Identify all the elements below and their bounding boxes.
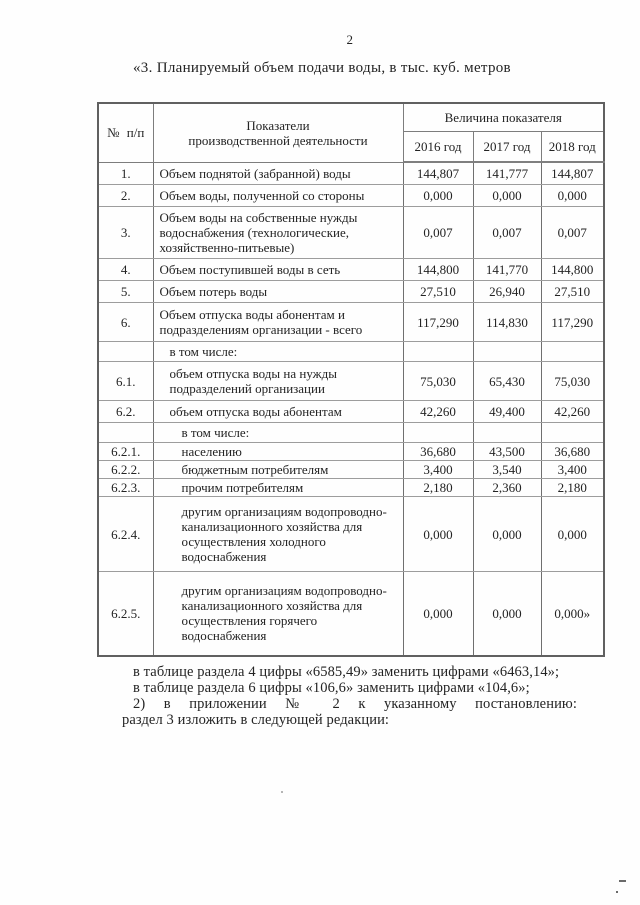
table-row [98,479,604,497]
row-value-2018: 144,807 [541,162,604,185]
table-body [98,162,604,656]
scan-artifact-speck [281,791,283,793]
row-value-2018: 117,290 [541,303,604,342]
row-value-2017: 26,940 [473,281,541,303]
row-label: населению [153,443,403,461]
header-indicators-line2: производственной деятельности [188,132,368,148]
scan-artifact-speck [616,891,618,893]
row-label: другим организациям водопроводно-канализационного хозяйства для осуществления холодного водоснабжения [153,497,403,572]
row-value-2017 [473,423,541,443]
row-label: Объем воды на собственные нужды водоснабжения (технологические, хозяйственно-питьевые) [153,207,403,259]
row-label: в том числе: [153,342,403,362]
table-row [98,342,604,362]
row-value-2016: 0,007 [403,207,473,259]
row-number: 5. [98,281,153,303]
row-value-2018: 0,000 [541,185,604,207]
row-number: 3. [98,207,153,259]
table-row [98,303,604,342]
row-label: Объем отпуска воды абонентам и подразделениям организации - всего [153,303,403,342]
row-value-2016: 42,260 [403,401,473,423]
table-row [98,401,604,423]
row-number: 6.1. [98,362,153,401]
table-row [98,423,604,443]
amendment-paragraphs [122,664,577,728]
row-value-2018: 144,800 [541,259,604,281]
header-cell-indicators [153,103,403,162]
table-row [98,443,604,461]
row-number: 6. [98,303,153,342]
row-value-2016 [403,423,473,443]
row-number: 1. [98,162,153,185]
row-value-2018 [541,423,604,443]
row-label: в том числе: [153,423,403,443]
row-value-2017: 141,777 [473,162,541,185]
row-label: прочим потребителям [153,479,403,497]
row-label: бюджетным потребителям [153,461,403,479]
row-value-2016: 36,680 [403,443,473,461]
table-row [98,259,604,281]
row-value-2018 [541,342,604,362]
row-number [98,423,153,443]
row-value-2016: 0,000 [403,572,473,657]
row-value-2018: 0,000 [541,497,604,572]
header-indicators-line1: Показатели [246,117,310,133]
row-value-2018: 2,180 [541,479,604,497]
header-cell-value-group: Величина показателя [403,103,604,131]
row-value-2018: 36,680 [541,443,604,461]
row-value-2017: 49,400 [473,401,541,423]
row-value-2016 [403,342,473,362]
row-value-2016: 144,807 [403,162,473,185]
row-value-2016: 27,510 [403,281,473,303]
row-value-2017: 65,430 [473,362,541,401]
row-number [98,342,153,362]
row-number: 6.2.1. [98,443,153,461]
table-row [98,207,604,259]
row-value-2017: 2,360 [473,479,541,497]
amendment-line-2: в таблице раздела 6 цифры «106,6» заменить цифрами «104,6»; [133,680,530,696]
row-label: Объем потерь воды [153,281,403,303]
table-row [98,281,604,303]
row-value-2016: 117,290 [403,303,473,342]
row-value-2018: 0,007 [541,207,604,259]
row-number: 6.2.4. [98,497,153,572]
table-row [98,362,604,401]
row-value-2018: 27,510 [541,281,604,303]
table-row [98,497,604,572]
row-value-2018: 75,030 [541,362,604,401]
header-cell-row-number: № п/п [98,103,153,162]
row-value-2016: 75,030 [403,362,473,401]
row-value-2017: 0,000 [473,185,541,207]
row-label: объем отпуска воды на нужды подразделений организации [153,362,403,401]
row-value-2018: 3,400 [541,461,604,479]
row-value-2016: 144,800 [403,259,473,281]
amendment-line-4: раздел 3 изложить в следующей редакции: [122,712,390,728]
page-content [97,32,603,728]
table-row [98,162,604,185]
row-value-2017: 0,000 [473,497,541,572]
row-value-2017: 114,830 [473,303,541,342]
row-value-2016: 0,000 [403,497,473,572]
row-value-2017: 141,770 [473,259,541,281]
row-number: 4. [98,259,153,281]
row-value-2018: 0,000» [541,572,604,657]
header-cell-year-2018: 2018 год [541,131,604,162]
table-row [98,185,604,207]
row-value-2017: 43,500 [473,443,541,461]
header-cell-year-2016: 2016 год [403,131,473,162]
row-number: 6.2. [98,401,153,423]
row-number: 6.2.5. [98,572,153,657]
water-supply-table [97,102,605,657]
row-value-2017 [473,342,541,362]
row-value-2016: 0,000 [403,185,473,207]
amendment-line-1: в таблице раздела 4 цифры «6585,49» заменить цифрами «6463,14»; [133,664,560,680]
row-value-2017: 0,007 [473,207,541,259]
row-label: другим организациям водопроводно-канализационного хозяйства для осуществления горячего водоснабжения [153,572,403,657]
document-title: «3. Планируемый объем подачи воды, в тыс. куб. метров [133,60,511,76]
table-header [98,103,604,162]
row-value-2017: 3,540 [473,461,541,479]
row-label: Объем поднятой (забранной) воды [153,162,403,185]
row-number: 2. [98,185,153,207]
header-cell-year-2017: 2017 год [473,131,541,162]
row-value-2016: 3,400 [403,461,473,479]
row-number: 6.2.2. [98,461,153,479]
row-label: Объем поступившей воды в сеть [153,259,403,281]
table-header-row-1 [98,103,604,131]
page-number: 2 [346,32,354,47]
row-label: объем отпуска воды абонентам [153,401,403,423]
row-value-2017: 0,000 [473,572,541,657]
row-value-2016: 2,180 [403,479,473,497]
table-row [98,572,604,657]
amendment-line-3: 2) в приложении № 2 к указанному постановлению: [133,696,577,712]
row-value-2018: 42,260 [541,401,604,423]
table-row [98,461,604,479]
row-label: Объем воды, полученной со стороны [153,185,403,207]
row-number: 6.2.3. [98,479,153,497]
scan-artifact-speck [619,880,626,882]
